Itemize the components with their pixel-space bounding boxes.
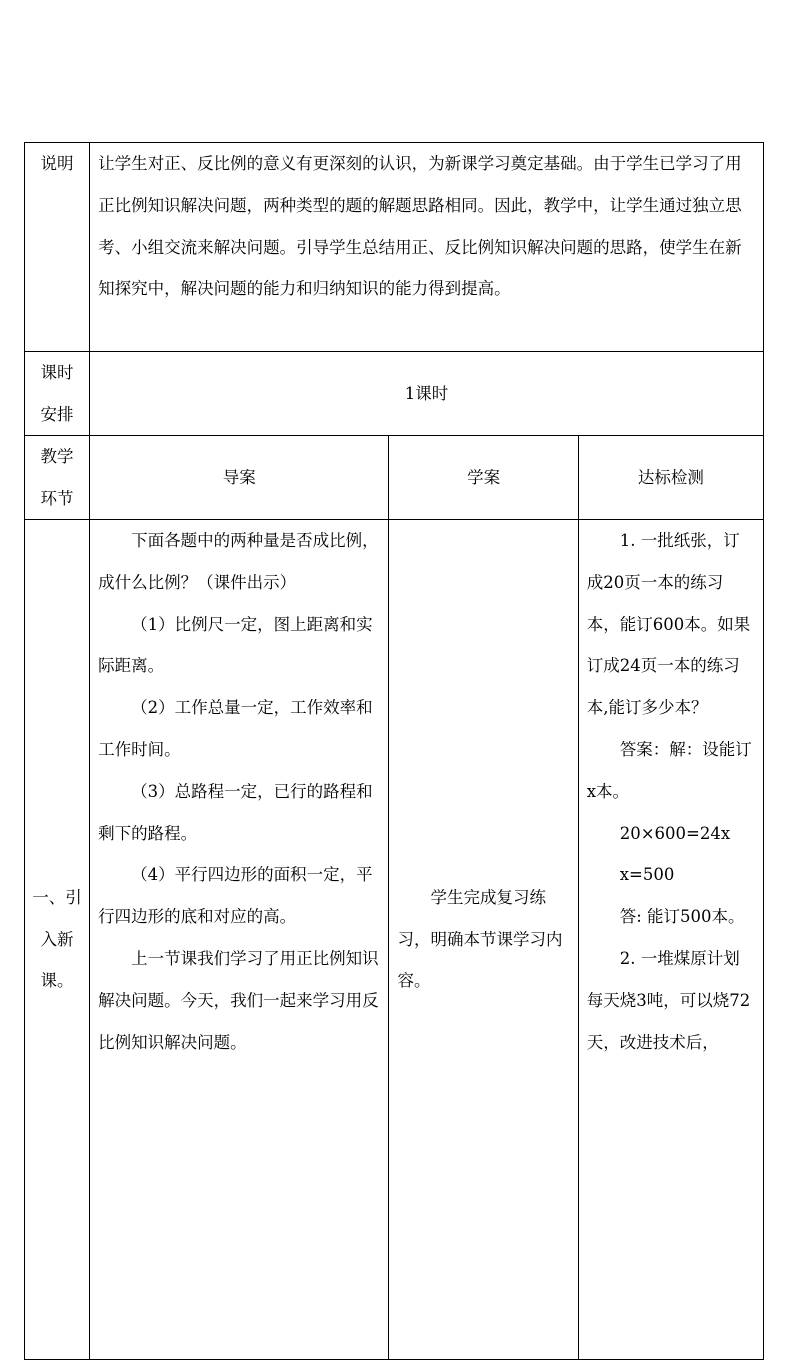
check-paragraph: 1. 一批纸张，订成20页一本的练习本，能订600本。如果订成24页一本的练习本,能订多少本？ (586, 531, 751, 718)
check-paragraph: 答: 能订500本。 (619, 907, 745, 927)
check-paragraph: 20×600=24x (619, 823, 731, 843)
header-study-text: 学案 (467, 467, 501, 487)
schedule-label-line1: 课时 (40, 363, 74, 382)
schedule-value-text: 1课时 (404, 383, 449, 403)
guide-paragraph: （3）总路程一定，已行的路程和剩下的路程。 (98, 781, 373, 843)
header-check (578, 436, 763, 520)
check-paragraph: 答案：解：设能订x本。 (586, 739, 752, 801)
section1-stage-line3: 课。 (40, 971, 74, 991)
description-label-text: 说明 (40, 154, 74, 173)
check-paragraph: x=500 (619, 865, 675, 885)
header-study (389, 436, 578, 520)
guide-paragraph: （2）工作总量一定，工作效率和工作时间。 (98, 698, 373, 759)
section1-study (389, 520, 578, 1360)
lesson-plan-table (24, 142, 764, 1360)
guide-paragraph: 上一节课我们学习了用正比例知识解决问题。今天，我们一起来学习用反比例知识解决问题。 (98, 948, 379, 1052)
section1-check (578, 520, 763, 1360)
schedule-value (90, 352, 764, 436)
header-check-text: 达标检测 (637, 467, 704, 487)
header-stage (25, 436, 90, 520)
description-row (25, 143, 764, 352)
header-stage-line1: 教学 (40, 447, 74, 466)
section1-guide (90, 520, 389, 1360)
check-paragraph: 2. 一堆煤原计划每天烧3吨，可以烧72天，改进技术后， (586, 948, 751, 1052)
header-guide (90, 436, 389, 520)
section1-stage-line2: 入新 (40, 929, 74, 949)
guide-paragraph: 下面各题中的两种量是否成比例，成什么比例？（课件出示） (98, 531, 379, 592)
header-stage-line2: 环节 (40, 488, 74, 508)
section1-stage-line1: 一、引 (32, 888, 82, 908)
section1-row (25, 520, 764, 1360)
description-text (90, 143, 764, 352)
schedule-row (25, 352, 764, 436)
schedule-label (25, 352, 90, 436)
header-guide-text: 导案 (222, 467, 256, 487)
description-label (25, 143, 90, 352)
schedule-label-line2: 安排 (40, 404, 74, 424)
guide-paragraph: （1）比例尺一定，图上距离和实际距离。 (98, 614, 373, 676)
description-paragraph: 让学生对正、反比例的意义有更深刻的认识，为新课学习奠定基础。由于学生已学习了用正比例知识解决问题，两种类型的题的解题思路相同。因此，教学中，让学生通过独立思考、小组交流来解决问题。引导学生总结用正、反比例知识解决问题的思路，使学生在新知探究中，解决问题的能力和归纳知识的能力得到提高。 (98, 154, 742, 299)
study-paragraph: 学生完成复习练习，明确本节课学习内容。 (397, 887, 563, 991)
guide-paragraph: （4）平行四边形的面积一定，平行四边形的底和对应的高。 (98, 865, 373, 927)
section1-stage (25, 520, 90, 1360)
header-row (25, 436, 764, 520)
